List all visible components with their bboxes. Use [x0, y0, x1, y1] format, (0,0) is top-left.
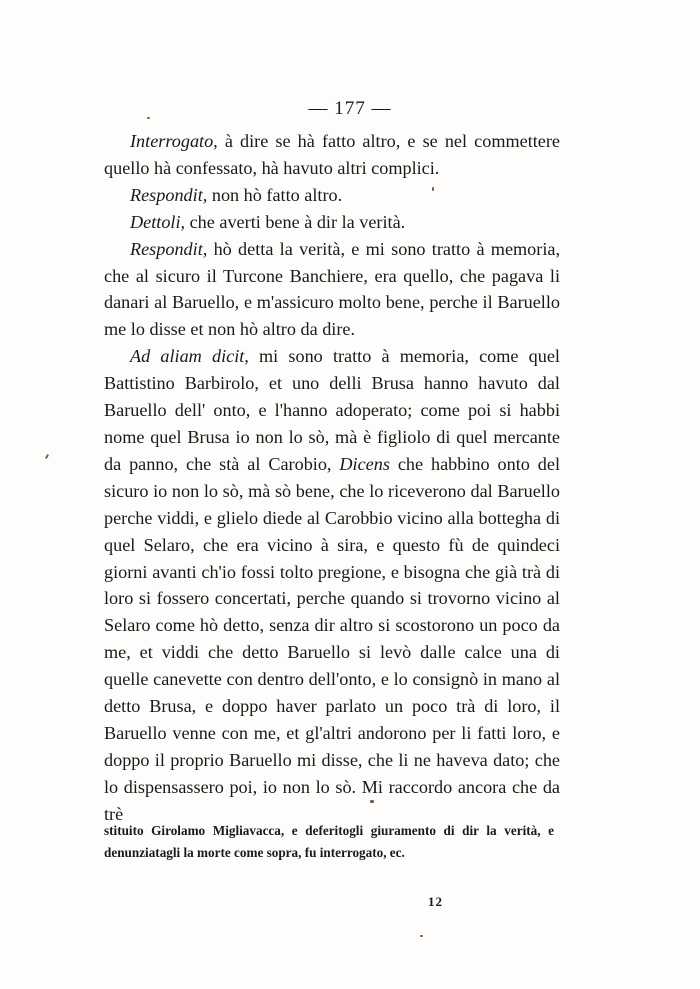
ink-speck	[147, 117, 150, 119]
inline-label: Dicens	[339, 453, 390, 474]
ink-speck	[45, 454, 49, 459]
paragraph-label: Dettoli,	[130, 211, 186, 232]
paragraph-label: Ad aliam dicit,	[130, 346, 249, 367]
paragraph	[104, 182, 560, 209]
paragraph	[104, 343, 560, 827]
signature-mark: 12	[428, 894, 443, 909]
paragraph	[104, 128, 560, 182]
paragraph-text: non hò fatto altro.	[207, 184, 343, 205]
main-text	[104, 128, 560, 828]
ink-speck	[420, 935, 423, 937]
ink-speck	[370, 800, 374, 803]
paragraph-label: Respondit,	[130, 238, 208, 259]
paragraph	[104, 209, 560, 236]
paragraph-label: Interrogato,	[130, 131, 218, 151]
ink-speck	[432, 187, 434, 191]
footnote: stituito Girolamo Migliavacca, e deferitogli giuramento di dir la verità, e denunziatagli la morte come sopra, fu interrogato, ec.	[104, 823, 554, 860]
page-number: — 177 —	[308, 98, 392, 119]
paragraph-label: Respondit,	[130, 184, 208, 205]
paragraph-text: à dire se hà fatto altro, e se nel commettere quello hà confessato, hà havuto altri complici.	[104, 131, 560, 178]
paragraph-text: hò detta la verità, e mi sono tratto à memoria, che al sicuro il Turcone Banchiere, era quello, che pagava li danari al Baruello, e m'assicuro molto bene, perche il Baruello me lo disse et non hò altro da dire.	[104, 238, 560, 340]
paragraph-text: che averti bene à dir la verità.	[185, 211, 406, 232]
paragraph	[104, 236, 560, 344]
paragraph-text: mi sono tratto à memoria, come quel Battistino Barbirolo, et uno delli Brusa hanno havuto dal Baruello dell' onto, e l'hanno adoperato; come poi si habbi nome quel Brusa io non lo sò, mà è figliolo di quel mercante da panno, che stà al Carobio,	[104, 346, 560, 474]
paragraph-text-continued: che habbino onto del sicuro io non lo sò, mà sò bene, che lo riceverono dal Baruello perche viddi, e glielo diede al Carobbio vicino alla bottegha di quel Selaro, che era vicino à sira, e questo fù de quindeci giorni avanti ch'io fossi tolto pregione, e bisogna che già trà di loro si fossero concertati, perche quando si trovorno vicino al Selaro come hò detto, senza dir altro si scostorono un poco da me, et viddi che detto Baruello si levò dalle calce una di quelle canevette con dentro dell'onto, e lo consignò in mano al detto Brusa, e doppo haver parlato un poco trà di loro, il Baruello venne con me, et gl'altri andorono per li fatti loro, e doppo il proprio Baruello mi disse, che li ne haveva dato; che lo dispensassero poi, io non lo sò. Mi raccordo ancora che da trè	[104, 453, 560, 824]
